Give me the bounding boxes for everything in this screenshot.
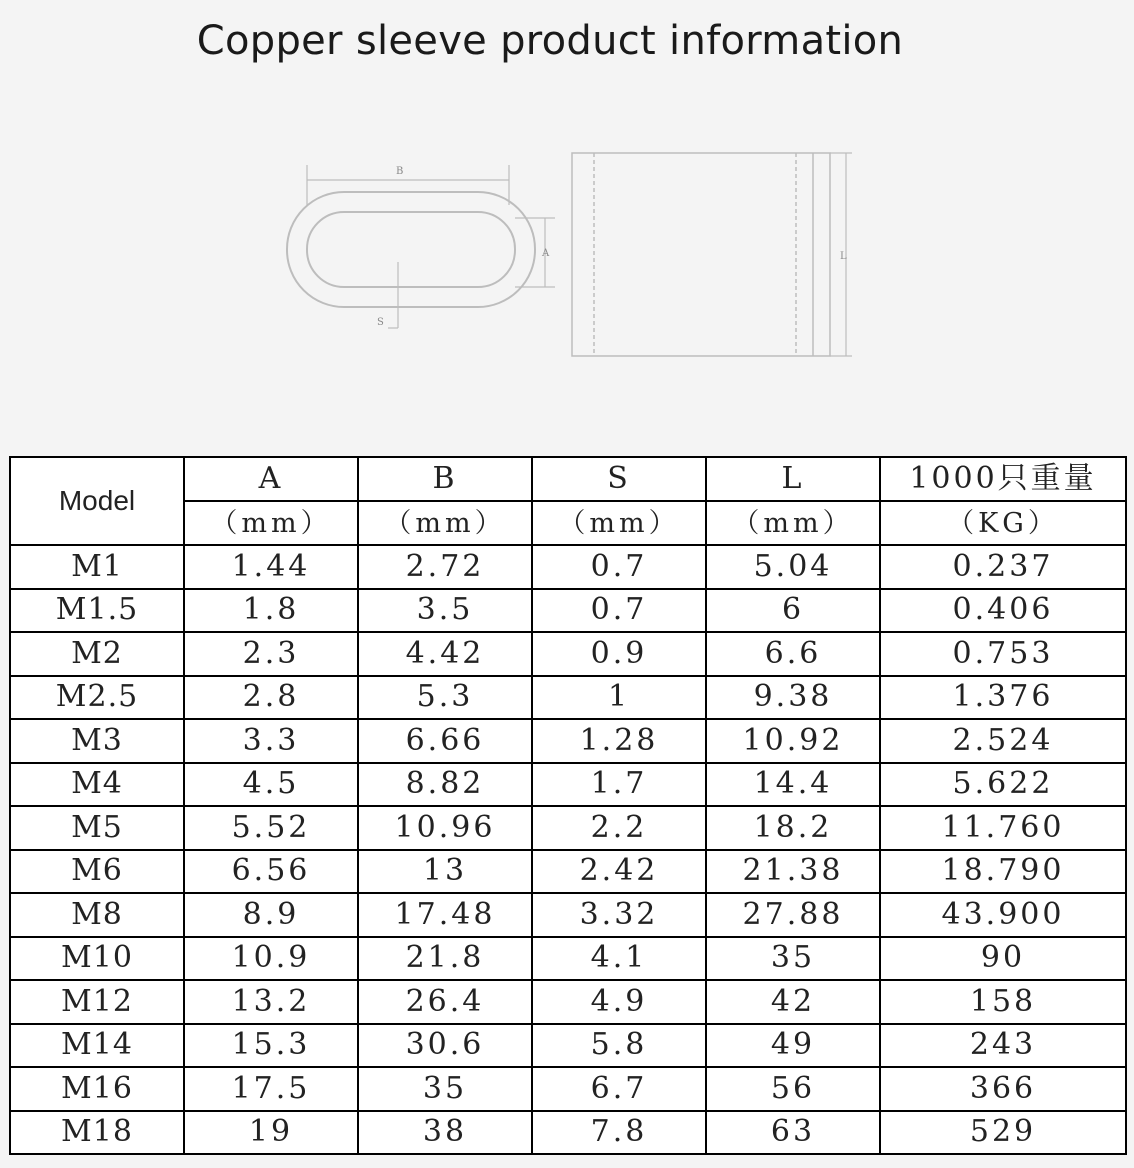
a-cell: 1.8	[184, 589, 358, 633]
a-cell: 5.52	[184, 806, 358, 850]
b-cell: 10.96	[358, 806, 532, 850]
l-cell: 21.38	[706, 850, 880, 894]
table-row	[10, 1067, 1126, 1111]
a-cell: 8.9	[184, 893, 358, 937]
model-cell: M4	[10, 763, 184, 807]
b-cell: 26.4	[358, 980, 532, 1024]
col-weight-unit: （KG）	[880, 501, 1126, 545]
b-cell: 5.3	[358, 676, 532, 720]
s-cell: 0.7	[532, 545, 706, 589]
a-cell: 2.8	[184, 676, 358, 720]
weight-cell: 5.622	[880, 763, 1126, 807]
col-weight-header: 1000只重量	[880, 457, 1126, 501]
table-row	[10, 763, 1126, 807]
col-s-unit: （mm）	[532, 501, 706, 545]
a-cell: 10.9	[184, 937, 358, 981]
l-cell: 9.38	[706, 676, 880, 720]
spec-table	[9, 456, 1127, 1155]
table-row	[10, 1024, 1126, 1068]
model-cell: M1	[10, 545, 184, 589]
table-row	[10, 806, 1126, 850]
side-view	[572, 153, 852, 356]
weight-cell: 0.237	[880, 545, 1126, 589]
table-row	[10, 589, 1126, 633]
weight-cell: 43.900	[880, 893, 1126, 937]
b-cell: 13	[358, 850, 532, 894]
b-cell: 38	[358, 1111, 532, 1155]
col-l-header: L	[706, 457, 880, 501]
s-cell: 4.9	[532, 980, 706, 1024]
l-cell: 42	[706, 980, 880, 1024]
a-cell: 19	[184, 1111, 358, 1155]
s-cell: 4.1	[532, 937, 706, 981]
b-cell: 2.72	[358, 545, 532, 589]
model-cell: M16	[10, 1067, 184, 1111]
l-cell: 6	[706, 589, 880, 633]
b-cell: 3.5	[358, 589, 532, 633]
s-cell: 3.32	[532, 893, 706, 937]
table-row	[10, 545, 1126, 589]
model-cell: M1.5	[10, 589, 184, 633]
a-cell: 6.56	[184, 850, 358, 894]
s-cell: 2.2	[532, 806, 706, 850]
b-cell: 21.8	[358, 937, 532, 981]
weight-cell: 0.753	[880, 632, 1126, 676]
b-cell: 30.6	[358, 1024, 532, 1068]
model-cell: M2.5	[10, 676, 184, 720]
a-cell: 15.3	[184, 1024, 358, 1068]
table-row	[10, 980, 1126, 1024]
s-cell: 6.7	[532, 1067, 706, 1111]
label-l: L	[840, 251, 847, 262]
a-cell: 17.5	[184, 1067, 358, 1111]
weight-cell: 90	[880, 937, 1126, 981]
weight-cell: 1.376	[880, 676, 1126, 720]
l-cell: 5.04	[706, 545, 880, 589]
a-cell: 4.5	[184, 763, 358, 807]
label-b: B	[396, 166, 404, 177]
col-s-header: S	[532, 457, 706, 501]
model-header-cell: Model	[10, 457, 184, 545]
weight-cell: 158	[880, 980, 1126, 1024]
l-cell: 10.92	[706, 719, 880, 763]
s-cell: 1.7	[532, 763, 706, 807]
col-a-header: A	[184, 457, 358, 501]
s-cell: 7.8	[532, 1111, 706, 1155]
l-cell: 56	[706, 1067, 880, 1111]
b-cell: 17.48	[358, 893, 532, 937]
l-cell: 63	[706, 1111, 880, 1155]
b-cell: 35	[358, 1067, 532, 1111]
table-row	[10, 719, 1126, 763]
header-row	[10, 457, 1126, 501]
s-cell: 0.9	[532, 632, 706, 676]
b-cell: 6.66	[358, 719, 532, 763]
a-cell: 13.2	[184, 980, 358, 1024]
table-row	[10, 632, 1126, 676]
table-row	[10, 676, 1126, 720]
a-cell: 2.3	[184, 632, 358, 676]
col-l-unit: （mm）	[706, 501, 880, 545]
model-cell: M10	[10, 937, 184, 981]
weight-cell: 0.406	[880, 589, 1126, 633]
sleeve-dimension-diagram	[0, 0, 1134, 450]
label-s: S	[377, 317, 384, 328]
a-cell: 1.44	[184, 545, 358, 589]
table-row	[10, 937, 1126, 981]
model-cell: M12	[10, 980, 184, 1024]
table-row	[10, 850, 1126, 894]
l-cell: 27.88	[706, 893, 880, 937]
model-cell: M6	[10, 850, 184, 894]
weight-cell: 243	[880, 1024, 1126, 1068]
weight-cell: 2.524	[880, 719, 1126, 763]
weight-cell: 366	[880, 1067, 1126, 1111]
l-cell: 6.6	[706, 632, 880, 676]
table-row	[10, 1111, 1126, 1155]
model-cell: M8	[10, 893, 184, 937]
cross-section-view	[287, 165, 555, 328]
model-cell: M3	[10, 719, 184, 763]
model-cell: M5	[10, 806, 184, 850]
model-cell: M2	[10, 632, 184, 676]
s-cell: 1	[532, 676, 706, 720]
col-b-header: B	[358, 457, 532, 501]
l-cell: 14.4	[706, 763, 880, 807]
l-cell: 18.2	[706, 806, 880, 850]
spec-table-body	[10, 457, 1126, 1154]
a-cell: 3.3	[184, 719, 358, 763]
col-a-unit: （mm）	[184, 501, 358, 545]
b-cell: 8.82	[358, 763, 532, 807]
s-cell: 0.7	[532, 589, 706, 633]
l-cell: 35	[706, 937, 880, 981]
col-b-unit: （mm）	[358, 501, 532, 545]
label-a: A	[542, 248, 550, 259]
model-cell: M18	[10, 1111, 184, 1155]
s-cell: 1.28	[532, 719, 706, 763]
b-cell: 4.42	[358, 632, 532, 676]
s-cell: 5.8	[532, 1024, 706, 1068]
weight-cell: 11.760	[880, 806, 1126, 850]
s-cell: 2.42	[532, 850, 706, 894]
l-cell: 49	[706, 1024, 880, 1068]
weight-cell: 18.790	[880, 850, 1126, 894]
table-row	[10, 893, 1126, 937]
model-cell: M14	[10, 1024, 184, 1068]
weight-cell: 529	[880, 1111, 1126, 1155]
page-title: Copper sleeve product information	[196, 18, 904, 64]
